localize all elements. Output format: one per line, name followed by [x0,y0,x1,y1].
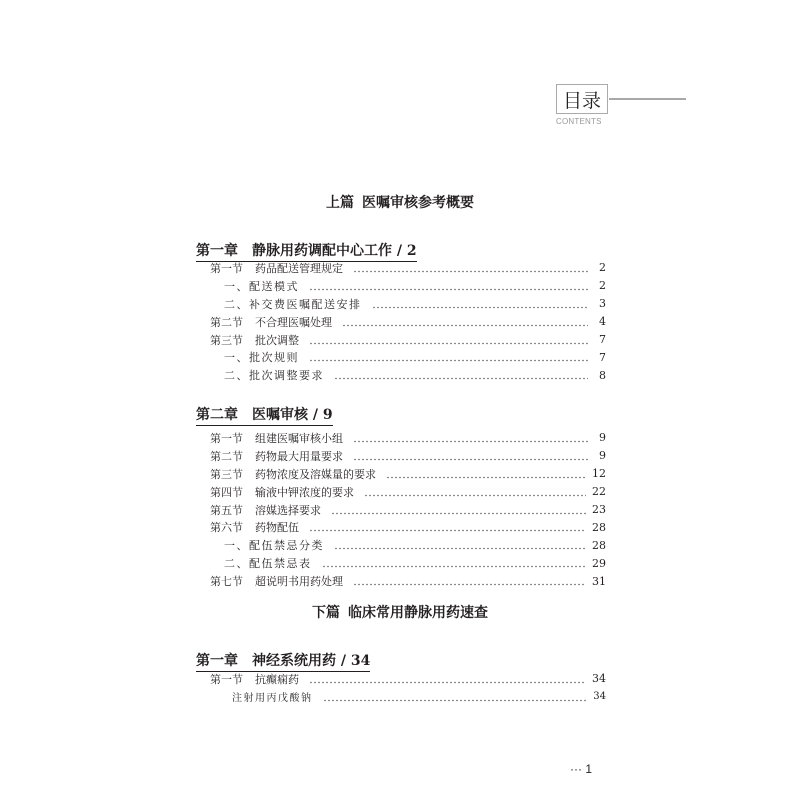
dot-leader [309,352,588,362]
entry-page-number: 2 [599,279,606,293]
contents-subtitle: CONTENTS [556,117,602,126]
dot-leader [309,335,588,345]
chapter-heading[interactable] [196,650,370,672]
toc-section-entry[interactable] [210,313,606,331]
chapter-title: 医嘱审核 / 9 [252,407,333,423]
entry-title: 溶媒选择要求 [255,503,321,517]
entry-title: 二、补交费医嘱配送安排 [224,297,362,311]
dot-leader [372,299,589,309]
entry-page-number: 3 [599,297,606,311]
entry-title: 药物最大用量要求 [255,449,343,463]
entry-page-number: 31 [592,574,606,588]
toc-subsection-entry[interactable] [210,295,606,313]
entry-title: 药物配伍 [255,521,299,535]
toc-list-chapter-2 [210,429,606,590]
entry-title: 批次调整 [255,333,299,347]
toc-section-entry[interactable] [210,465,606,483]
section-number: 第三节 [210,333,243,347]
page-number: ··· 1 [570,762,592,776]
toc-section-entry[interactable] [210,429,606,447]
entry-page-number: 2 [599,261,606,275]
part-title: 临床常用静脉用药速查 [348,605,488,621]
dot-leader [322,558,587,568]
entry-title: 抗癫痫药 [255,672,299,686]
section-number: 第一节 [210,431,243,445]
section-number: 第六节 [210,521,243,535]
entry-page-number: 7 [599,350,606,364]
part-heading-2 [0,602,800,622]
toc-subsection-entry[interactable] [210,277,606,295]
section-number: 第三节 [210,467,243,481]
toc-subsection-entry[interactable] [210,536,606,554]
section-number: 第四节 [210,485,243,499]
chapter-number: 第一章 [196,243,238,259]
contents-title: 目录 [562,89,601,112]
dot-leader [309,281,588,291]
chapter-heading[interactable] [196,404,333,426]
toc-section-entry[interactable] [210,259,606,277]
entry-title: 注射用丙戊酸钠 [232,693,313,705]
chapter-number: 第一章 [196,653,238,669]
toc-list-chapter-3 [210,670,606,706]
entry-title: 药品配送管理规定 [255,261,343,275]
toc-section-entry[interactable] [210,572,606,590]
dot-leader [309,522,586,532]
entry-page-number: 8 [599,368,606,382]
section-number: 第二节 [210,315,243,329]
toc-list-chapter-1 [210,259,606,384]
dot-leader [334,370,588,380]
dot-leader [309,674,586,684]
entry-page-number: 4 [599,315,606,329]
toc-section-entry[interactable] [210,331,606,349]
chapter-title: 静脉用药调配中心工作 / 2 [252,243,417,259]
entry-title: 二、批次调整要求 [224,369,324,383]
dot-leader [353,433,588,443]
entry-page-number: 29 [592,556,606,570]
part-label: 上篇 [326,195,354,211]
dot-leader [353,263,588,273]
entry-title: 一、批次规则 [224,351,299,365]
toc-subsection-entry[interactable] [210,366,606,384]
dot-leader [353,576,586,586]
entry-page-number: 12 [592,467,606,481]
dot-leader [331,505,586,515]
entry-page-number: 28 [592,520,606,534]
entry-title: 一、配送模式 [224,279,299,293]
part-title: 医嘱审核参考概要 [362,195,474,211]
dot-leader [334,540,586,550]
dot-leader [342,317,588,327]
entry-title: 药物浓度及溶媒量的要求 [255,467,376,481]
section-number: 第一节 [210,672,243,686]
entry-page-number: 9 [599,431,606,445]
chapter-number: 第二章 [196,407,238,423]
entry-page-number: 28 [592,538,606,552]
entry-page-number: 34 [593,691,606,703]
toc-section-entry[interactable] [210,483,606,501]
entry-page-number: 34 [592,672,606,686]
part-heading-1 [0,192,800,212]
section-number: 第五节 [210,503,243,517]
dot-leader [353,451,588,461]
part-label: 下篇 [312,605,340,621]
dot-leader [364,487,586,497]
entry-page-number: 23 [592,503,606,516]
toc-subsection-entry[interactable] [210,688,606,706]
header-rule [609,98,686,100]
dot-leader [386,469,586,479]
toc-subsection-entry[interactable] [210,554,606,572]
entry-page-number: 7 [599,333,606,346]
entry-title: 不合理医嘱处理 [255,315,332,329]
toc-section-entry[interactable] [210,447,606,465]
entry-page-number: 22 [592,485,606,499]
entry-page-number: 9 [599,449,606,463]
toc-section-entry[interactable] [210,501,606,519]
section-number: 第一节 [210,261,243,275]
entry-title: 二、配伍禁忌表 [224,557,312,571]
toc-subsection-entry[interactable] [210,348,606,366]
section-number: 第七节 [210,575,243,589]
toc-section-entry[interactable] [210,518,606,536]
entry-title: 组建医嘱审核小组 [255,431,343,445]
section-number: 第二节 [210,449,243,463]
contents-title-box [556,84,608,114]
dot-leader [323,692,588,702]
chapter-title: 神经系统用药 / 34 [252,653,371,669]
entry-title: 输液中钾浓度的要求 [255,485,354,499]
entry-title: 超说明书用药处理 [255,575,343,589]
toc-section-entry[interactable] [210,670,606,688]
entry-title: 一、配伍禁忌分类 [224,539,324,553]
